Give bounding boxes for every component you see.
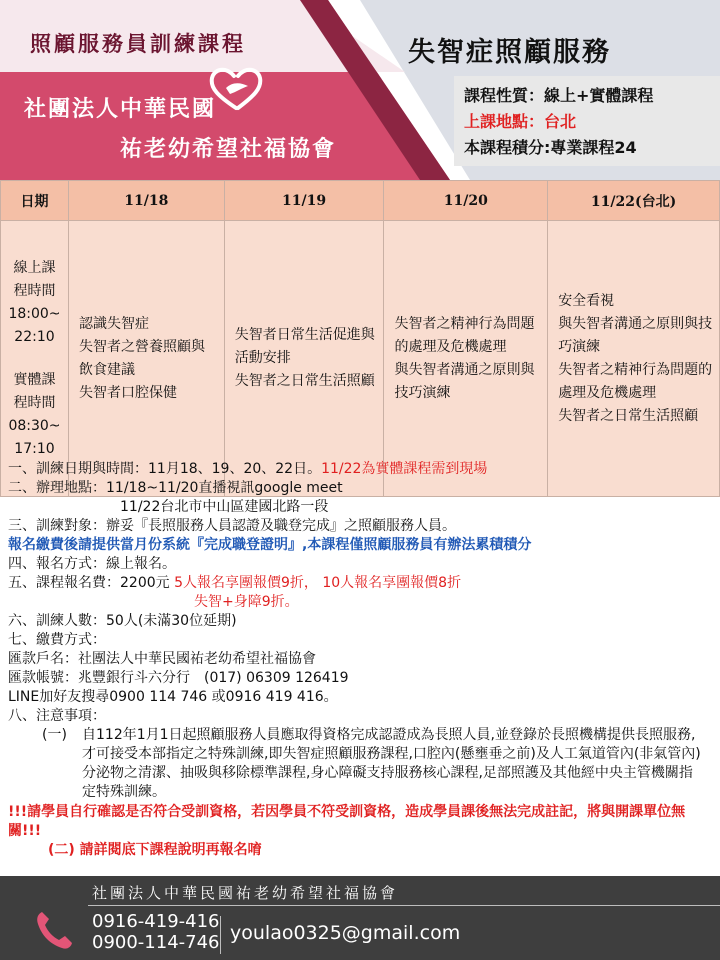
header-date: 日期 — [1, 181, 69, 221]
topic: 安全看視 — [558, 292, 615, 309]
note-account-name: 匯款戶名：社團法人中華民國祐老幼希望社福協會 — [8, 651, 316, 667]
note-target: 三、訓練對象：辦妥『長照服務人員認證及職登完成』之照顧服務人員。 — [8, 518, 456, 534]
topic: 與失智者溝通之原則與技巧演練 — [394, 361, 535, 401]
note-location: 二、辦理地點：11/18~11/20直播視訊google meet — [8, 480, 343, 496]
precaution-text: 自112年1月1日起照顧服務人員應取得資格完成認證成為長照人員,並登錄於長照機構提供長照服務,才可接受本部指定之特殊訓練,即失智症照顧服務課程,口腔內(懸壅垂之前)及人工氣道管內(非氣管內)分泌物之清潔、抽吸與移除標準課程,身心障礙支持服務核心課程,足部照護及其他經中央主管機關指定特殊訓練。 — [82, 727, 701, 800]
phone-icon — [34, 908, 74, 952]
header-day-2: 11/19 — [224, 181, 384, 221]
heart-dove-icon — [208, 66, 264, 112]
note-registration-proof: 報名繳費後請提供當月份系統『完成職登證明』,本課程僅照顧服務員有辦法累積積分 — [8, 537, 532, 553]
note-combo-discount: 失智+身障9折。 — [194, 594, 299, 610]
course-name: 照顧服務員訓練課程 — [30, 32, 246, 56]
note-registration-method: 四、報名方式：線上報名。 — [8, 556, 176, 572]
note-location-onsite: 11/22台北市中山區建國北路一段 — [120, 499, 329, 515]
course-type: 課程性質：線上+實體課程 — [464, 86, 654, 105]
header-banner — [0, 0, 720, 180]
note-fee: 五、課程報名費：2200元 5人報名享團報價9折， 10人報名享團報價8折 — [8, 575, 462, 591]
footer-phone-1: 0916-419-416 — [92, 911, 220, 932]
header-day-4: 11/22(台北) — [548, 181, 720, 221]
header-day-1: 11/18 — [68, 181, 224, 221]
course-location: 上課地點：台北 — [464, 112, 577, 131]
header-day-3: 11/20 — [384, 181, 548, 221]
page-title: 失智症照顧服務 — [408, 37, 611, 68]
note-onsite-alert: 11/22為實體課程需到現場 — [321, 461, 488, 477]
footer-email: youlao0325@gmail.com — [230, 922, 461, 944]
precaution-number: (一) — [42, 727, 67, 743]
course-notes — [8, 460, 716, 860]
onsite-time: 17:10 — [14, 440, 55, 457]
time-column — [1, 221, 69, 497]
closing-note: (二) 請詳閱底下課程說明再報名唷 — [48, 842, 262, 858]
topic: 認識失智症 — [78, 315, 149, 332]
note-training-dates: 一、訓練日期與時間：11月18、19、20、22日。11/22為實體課程需到現場 — [8, 461, 488, 477]
schedule-table — [0, 180, 720, 497]
online-label: 程時間 — [13, 282, 56, 299]
note-payment: 七、繳費方式： — [8, 632, 106, 648]
day-3-topics — [384, 221, 548, 497]
topic: 失智者之日常生活照顧 — [234, 373, 375, 389]
schedule-body-row — [1, 221, 720, 497]
footer — [0, 876, 720, 960]
topic: 失智者日常生活促進與活動安排 — [234, 327, 375, 366]
footer-org-name: 社團法人中華民國祐老幼希望社福協會 — [92, 884, 399, 902]
online-label: 線上課 — [13, 259, 56, 276]
org-name-line2: 祐老幼希望社福協會 — [120, 137, 337, 162]
org-name-line1: 社團法人中華民國 — [24, 97, 217, 122]
topic: 失智者之精神行為問題的處理及危機處理 — [558, 361, 713, 401]
note-group-discount: 5人報名享團報價9折， 10人報名享團報價8折 — [169, 575, 462, 591]
online-time: 18:00~ — [8, 305, 61, 322]
note-precautions: 八、注意事項： — [8, 708, 106, 724]
day-2-topics — [224, 221, 384, 497]
course-credits: 本課程積分:專業課程24 — [464, 138, 637, 157]
footer-phone-2: 0900-114-746 — [92, 932, 220, 953]
topic: 失智者之精神行為問題的處理及危機處理 — [394, 315, 535, 355]
topic: 失智者之日常生活照顧 — [558, 407, 699, 424]
eligibility-warning: !!!請學員自行確認是否符合受訓資格，若因學員不符受訓資格，造成學員課後無法完成註記，將與開課單位無關!!! — [8, 804, 686, 839]
schedule-header-row — [1, 181, 720, 221]
onsite-label: 程時間 — [13, 394, 56, 411]
topic: 失智者之營養照顧與飲食建議 — [78, 338, 205, 378]
day-4-topics — [548, 221, 720, 497]
topic: 與失智者溝通之原則與技巧演練 — [558, 315, 713, 355]
note-line-contact: LINE加好友搜尋0900 114 746 或0916 419 416。 — [8, 689, 338, 705]
day-1-topics — [68, 221, 224, 497]
course-info-box — [454, 76, 720, 166]
onsite-time: 08:30~ — [8, 417, 61, 434]
footer-divider — [88, 905, 720, 906]
online-time: 22:10 — [14, 328, 55, 345]
note-precaution-1 — [42, 726, 716, 802]
note-capacity: 六、訓練人數：50人(未滿30位延期) — [8, 613, 237, 629]
topic: 失智者口腔保健 — [78, 384, 177, 401]
note-account-number: 匯款帳號：兆豐銀行斗六分行 (017) 06309 126419 — [8, 670, 349, 686]
footer-separator — [220, 916, 221, 954]
onsite-label: 實體課 — [13, 371, 56, 388]
